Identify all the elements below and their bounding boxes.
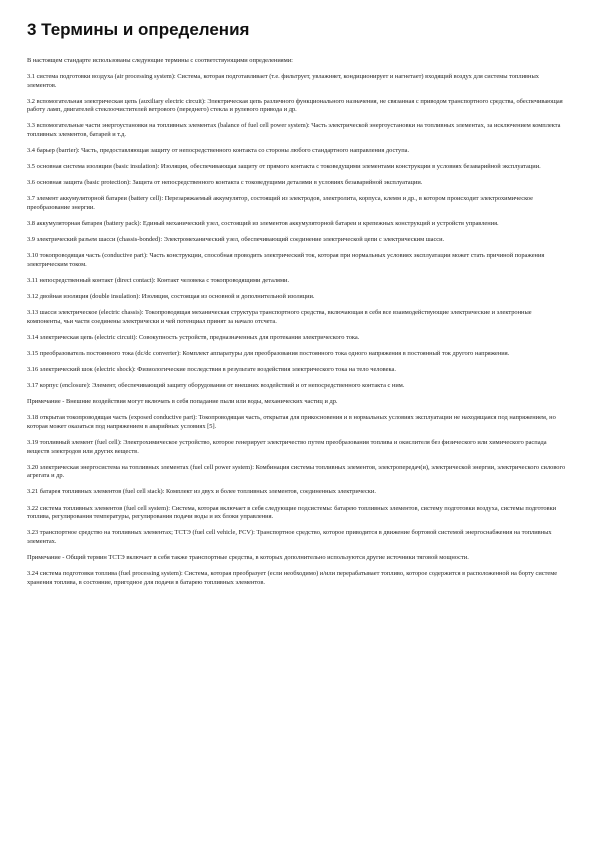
note-3-23: Примечание - Общий термин ТСТЭ включает в себя также транспортные средства, в которых дополнительно используются другие источники тяговой мощности. (27, 553, 469, 561)
definition-3-13: 3.13 шасси электрическое (electric chassis): Токопроводящая механическая структура транспортного средства, включающая в себя все взаимодействующие электрические и электронные компоненты, чьи части соединены электрически и чей потенциал принят за начало отсчета. (27, 309, 532, 325)
definition-3-7: 3.7 элемент аккумуляторной батареи (battery cell): Перезаряжаемый аккумулятор, состоящий из электродов, электролита, корпуса, клемм и др., в котором происходит электрохимическое преобразование энергии. (27, 195, 533, 212)
definition-3-18: 3.18 открытая токопроводящая часть (exposed conductive part): Токопроводящая часть, открытая для прикосновения и в нормальных условиях эксплуатации не находящаяся под напряжением, но которая может оказаться под напряжением в аварийных условиях [5]. (27, 414, 556, 430)
definition-3-21: 3.21 батарея топливных элементов (fuel cell stack): Комплект из двух и более топливных элементов, соединенных электрически. (27, 488, 376, 496)
definition-3-24: 3.24 система подготовки топлива (fuel processing system): Система, которая преобразует (если необходимо) и/или перерабатывает топливо, которое содержится в расположенной на борту системе хранения топлива, в состояние, пригодное для подачи в батарею топливных элементов. (27, 569, 558, 586)
definition-3-15: 3.15 преобразователь постоянного тока (dc/dc converter): Комплект аппаратуры для преобразования постоянного тока одного напряжения в постоянный ток другого напряжения. (27, 349, 510, 357)
definition-3-16: 3.16 электрический шок (electric shock): Физиологические последствия в результате воздействия электрического тока на тело человека. (27, 366, 396, 374)
definition-3-11: 3.11 непосредственный контакт (direct contact): Контакт человека с токопроводящими деталями. (27, 277, 290, 284)
definition-3-17: 3.17 корпус (enclosure): Элемент, обеспечивающий защиту оборудования от внешних воздействий и от непосредственного контакта с ним. (27, 382, 405, 390)
definition-3-3: 3.3 вспомогательные части энергоустановки на топливных элементах (balance of fuel cell power system): Часть электрической энергоустановки на топливных элементах, за исключением комплекта топливных элементов, батарей и т.д. (27, 122, 561, 139)
definition-3-1: 3.1 система подготовки воздуха (air processing system): Система, которая подготавливает (т.е. фильтрует, увлажняет, кондиционирует и нагнетает) входящий воздух для системы топливных элементов. (27, 73, 539, 89)
definition-3-2: 3.2 вспомогательная электрическая цепь (auxiliary electric circuit): Электрическая цепь различного функционального назначения, не связанная с приводом транспортного средства, обеспечивающая работу ламп, двигателей стеклоочистителей ветрового (переднего) стекла и рулевого привода и др. (27, 97, 563, 114)
definition-3-12: 3.12 двойная изоляция (double insulation): Изоляция, состоящая из основной и дополнительной изоляции. (27, 293, 315, 301)
definition-3-19: 3.19 топливный элемент (fuel cell): Электрохимическое устройство, которое генерирует электричество путем преобразования топлива и окислителя без физического или химического распада веществ электродов или других веществ. (27, 439, 547, 455)
definition-3-8: 3.8 аккумуляторная батарея (battery pack): Единый механический узел, состоящий из элементов аккумуляторной батареи и крепежных конструкций и устройств управления. (27, 220, 499, 228)
definition-3-23: 3.23 транспортное средство на топливных элементах; ТСТЭ (fuel cell vehicle, FCV): Транспортное средство, которое приводится в движение бортовой системой энергоснабжения на топливных элементах. (27, 529, 552, 545)
definition-3-4: 3.4 барьер (barrier): Часть, предоставляющая защиту от непосредственного контакта со стороны любого стандартного направления доступа. (27, 147, 410, 155)
definition-3-9: 3.9 электрический разъем шасси (chassis-bonded): Электромеханический узел, обеспечивающий соединение электрической цепи с электрическим шасси. (27, 236, 445, 244)
intro-text: В настоящем стандарте использованы следующие термины с соответствующими определениями: (27, 57, 293, 64)
definition-3-22: 3.22 система топливных элементов (fuel cell system): Система, которая включает в себя следующие подсистемы: батарею топливных элементов, систему подготовки воздуха, системы подготовки топлива, регулирования температуры, регулирования подачи воды и их блоки управления. (27, 504, 557, 521)
definition-3-6: 3.6 основная защита (basic protection): Защита от непосредственного контакта с токоведущими деталями в условиях безаварийной эксплуатации. (27, 179, 423, 187)
note-3-17: Примечание - Внешние воздействия могут включать в себя попадание пыли или воды, механических частиц и др. (27, 398, 338, 406)
definition-3-5: 3.5 основная система изоляции (basic insulation): Изоляция, обеспечивающая защиту от прямого контакта с токоведущими элементами конструкции в условиях безаварийной эксплуатации. (27, 163, 541, 171)
definition-3-14: 3.14 электрическая цепь (electric circuit): Совокупность устройств, предназначенных для протекания электрического тока. (27, 333, 360, 341)
document-page (27, 20, 567, 595)
section-title: 3 Термины и определения (27, 20, 250, 39)
definition-3-20: 3.20 электрическая энергосистема на топливных элементах (fuel cell power system): Комбинация системы топливных элементов, электропередач(и), электрической энергии, электрического силового агрегата и др. (27, 463, 566, 480)
definition-3-10: 3.10 токопроводящая часть (conductive part): Часть конструкции, способная проводить электрический ток, которая при нормальных условиях эксплуатации может стать причиной поражения электрическим током. (27, 252, 545, 268)
